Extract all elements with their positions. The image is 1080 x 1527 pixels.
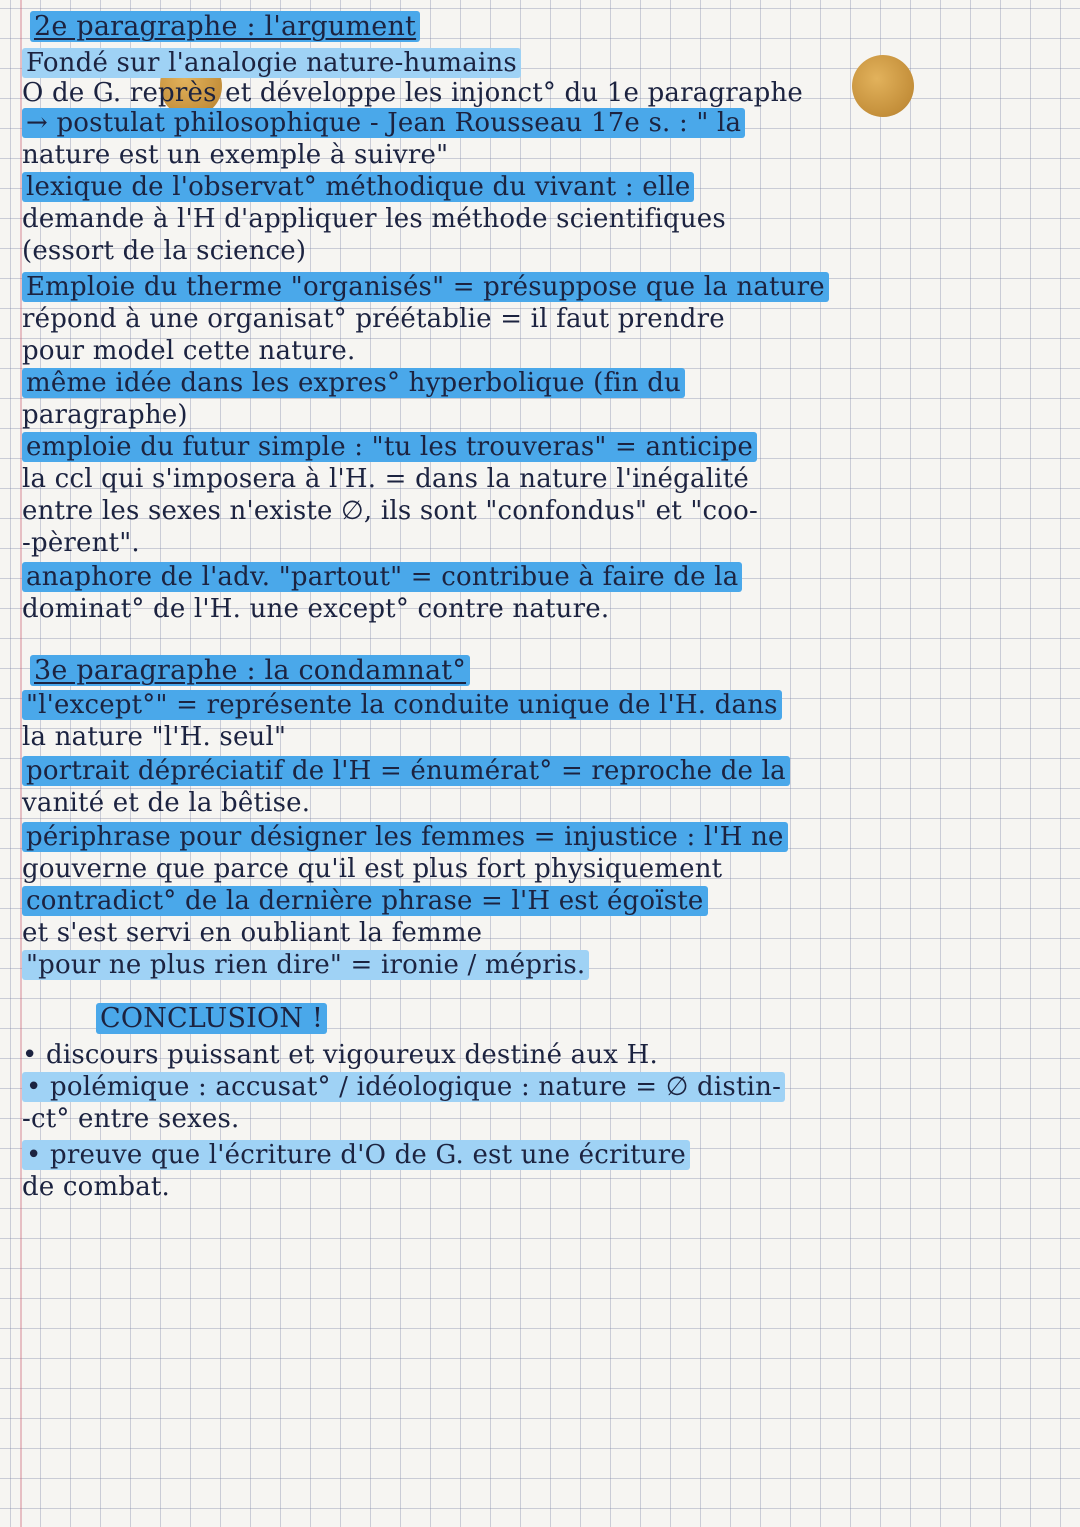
conclusion-line-4: • preuve que l'écriture d'O de G. est une écriture <box>22 1140 690 1170</box>
p2-line-2: O de G. reprès et développe les injonct° du 1e paragraphe <box>22 78 804 108</box>
p3-line-9: "pour ne plus rien dire" = ironie / mépris. <box>22 950 589 980</box>
p3-line-5: périphrase pour désigner les femmes = injustice : l'H ne <box>22 822 788 852</box>
p3-line-7: contradict° de la dernière phrase = l'H est égoïste <box>22 886 708 916</box>
conclusion-line-3: -ct° entre sexes. <box>22 1104 240 1134</box>
p2-line-1: Fondé sur l'analogie nature-humains <box>22 48 521 78</box>
p3-line-3: portrait dépréciatif de l'H = énumérat° = reproche de la <box>22 756 790 786</box>
paragraph2-heading: 2e paragraphe : l'argument <box>30 12 420 42</box>
p2-line-18: dominat° de l'H. une except° contre nature. <box>22 594 610 624</box>
p2-line-11: même idée dans les expres° hyperbolique (fin du <box>22 368 685 398</box>
p3-line-4: vanité et de la bêtise. <box>22 788 311 818</box>
p2-line-14: la ccl qui s'imposera à l'H. = dans la nature l'inégalité <box>22 464 749 494</box>
conclusion-line-5: de combat. <box>22 1172 171 1202</box>
p3-line-2: la nature "l'H. seul" <box>22 722 287 752</box>
conclusion-line-2: • polémique : accusat° / idéologique : nature = ∅ distin- <box>22 1072 785 1102</box>
p3-line-8: et s'est servi en oubliant la femme <box>22 918 483 948</box>
p2-line-5: lexique de l'observat° méthodique du vivant : elle <box>22 172 694 202</box>
paragraph3-heading: 3e paragraphe : la condamnat° <box>30 656 470 686</box>
p2-line-6: demande à l'H d'appliquer les méthode scientifiques <box>22 204 726 234</box>
p2-line-3: → postulat philosophique - Jean Rousseau 17e s. : " la <box>22 108 745 138</box>
conclusion-heading: CONCLUSION ! <box>96 1004 327 1034</box>
p3-line-6: gouverne que parce qu'il est plus fort physiquement <box>22 854 723 884</box>
p2-line-4: nature est un exemple à suivre" <box>22 140 449 170</box>
p2-line-9: répond à une organisat° préétablie = il faut prendre <box>22 304 725 334</box>
punch-hole-right <box>852 55 914 117</box>
p2-line-13: emploie du futur simple : "tu les trouveras" = anticipe <box>22 432 757 462</box>
p2-line-16: -pèrent". <box>22 528 140 558</box>
p2-line-8: Emploie du therme "organisés" = présuppose que la nature <box>22 272 829 302</box>
p2-line-7: (essort de la science) <box>22 236 307 266</box>
p3-line-1: "l'except°" = représente la conduite unique de l'H. dans <box>22 690 782 720</box>
p2-line-12: paragraphe) <box>22 400 188 430</box>
p2-line-15: entre les sexes n'existe ∅, ils sont "confondus" et "coo- <box>22 496 758 526</box>
conclusion-line-1: • discours puissant et vigoureux destiné aux H. <box>22 1040 658 1070</box>
p2-line-17: anaphore de l'adv. "partout" = contribue à faire de la <box>22 562 742 592</box>
p2-line-10: pour model cette nature. <box>22 336 356 366</box>
